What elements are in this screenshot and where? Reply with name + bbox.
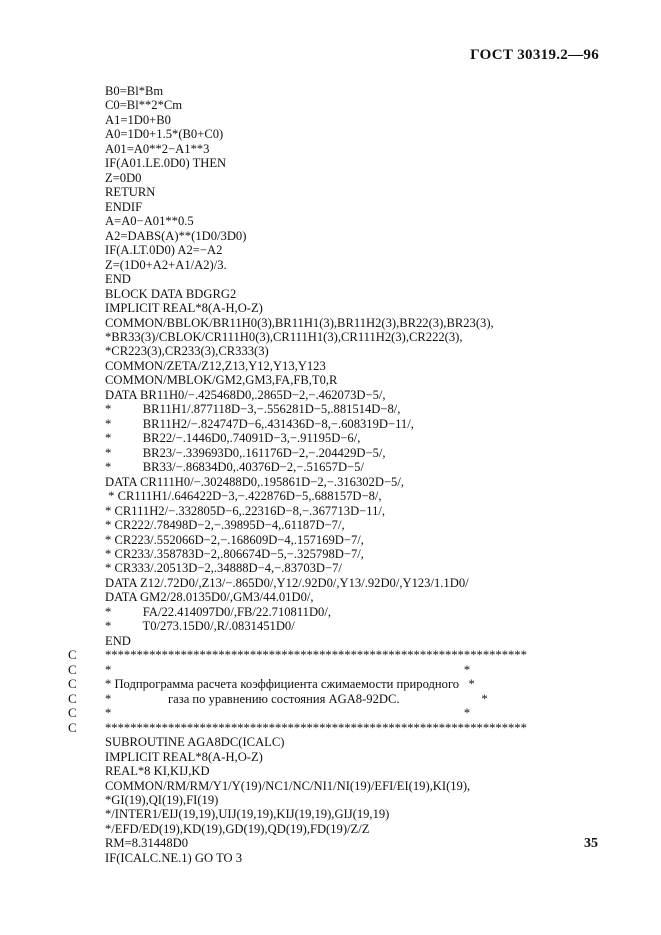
code-text: * CR333/.20513D−2,.34888D−4,−.83703D−7/ [105,561,342,576]
code-line [0,706,661,720]
code-line [0,475,661,489]
code-text: END [105,272,131,287]
code-text: BLOCK DATA BDGRG2 [105,286,237,301]
code-line [0,330,661,344]
code-line [0,359,661,373]
code-line [0,576,661,590]
code-line [0,750,661,764]
code-line [0,272,661,286]
code-line [0,373,661,387]
code-text: ENDIF [105,199,143,214]
code-text: ******************************************************************* [105,648,527,663]
code-text: IF(A.LT.0D0) A2=−A2 [105,243,223,258]
comment-marker: C [68,676,77,692]
code-line [0,851,661,865]
code-text: REAL*8 KI,KIJ,KD [105,764,210,779]
code-line [0,619,661,633]
code-text: END [105,633,131,648]
code-line [0,344,661,358]
code-line [0,171,661,185]
code-text: IMPLICIT REAL*8(A-H,O-Z) [105,301,263,316]
code-line [0,142,661,156]
code-text: A01=A0**2−A1**3 [105,141,210,156]
code-text: COMMON/ZETA/Z12,Z13,Y12,Y13,Y123 [105,358,326,373]
code-text: C0=Bl**2*Cm [105,98,183,113]
code-text: DATA Z12/.72D0/,Z13/−.865D0/,Y12/.92D0/,Y13/.92D0/,Y123/1.1D0/ [105,575,469,590]
code-line [0,402,661,416]
code-listing [0,84,661,865]
code-text: B0=Bl*Bm [105,84,164,98]
code-text: * CR111H1/.646422D−3,−.422876D−5,.688157D−8/, [105,489,382,504]
code-text: */INTER1/EIJ(19,19),UIJ(19,19),KIJ(19,19),GIJ(19,19) [105,807,390,822]
code-line [0,561,661,575]
code-line [0,533,661,547]
code-line [0,692,661,706]
code-line [0,185,661,199]
code-line [0,648,661,662]
code-line [0,634,661,648]
code-text: COMMON/MBLOK/GM2,GM3,FA,FB,T0,R [105,373,338,388]
code-text: *GI(19),QI(19),FI(19) [105,792,219,807]
code-text: * газа по уравнению состояния AGA8-92DC. * [105,691,488,706]
code-text: IF(ICALC.NE.1) GO TO 3 [105,850,243,865]
code-line [0,460,661,474]
code-text: *CR223(3),CR233(3),CR333(3) [105,344,269,359]
document-header: ГОСТ 30319.2—96 [470,47,599,63]
code-line [0,590,661,604]
code-text: DATA BR11H0/−.425468D0,.2865D−2,−.462073D−5/, [105,387,386,402]
code-line [0,547,661,561]
code-line [0,446,661,460]
code-text: * BR11H1/.877118D−3,−.556281D−5,.881514D−8/, [105,402,401,417]
code-line [0,489,661,503]
code-line [0,822,661,836]
code-text: * BR23/−.339693D0,.161176D−2,−.204429D−5/, [105,445,386,460]
code-line [0,663,661,677]
code-line [0,156,661,170]
code-text: * * [105,706,471,721]
comment-marker: C [68,690,77,706]
comment-marker: C [68,719,77,735]
code-text: * BR11H2/−.824747D−6,.431436D−8,−.608319D−11/, [105,416,414,431]
code-text: Z=0D0 [105,170,142,185]
code-line [0,214,661,228]
code-text: * CR111H2/−.332805D−6,.22316D−8,−.367713D−11/, [105,503,386,518]
code-text: COMMON/RM/RM/Y1/Y(19)/NC1/NC/NI1/NI(19)/EFI/EI(19),KI(19), [105,778,471,793]
code-text: * Подпрограмма расчета коэффициента сжимаемости природного * [105,677,475,692]
code-line [0,721,661,735]
code-line [0,287,661,301]
code-text: A0=1D0+1.5*(B0+C0) [105,127,224,142]
code-text: IF(A01.LE.0D0) THEN [105,156,227,171]
code-text: *BR33(3)/CBLOK/CR111H0(3),CR111H1(3),CR111H2(3),CR222(3), [105,329,463,344]
code-line [0,243,661,257]
code-text: IMPLICIT REAL*8(A-H,O-Z) [105,749,263,764]
code-text: COMMON/BBLOK/BR11H0(3),BR11H1(3),BR11H2(3),BR22(3),BR23(3), [105,315,494,330]
code-line [0,735,661,749]
code-text: A1=1D0+B0 [105,112,171,127]
code-text: * FA/22.414097D0/,FB/22.710811D0/, [105,604,332,619]
code-text: * * [105,662,471,677]
code-line [0,127,661,141]
code-line [0,84,661,98]
comment-marker: C [68,705,77,721]
code-line [0,504,661,518]
code-line [0,388,661,402]
code-line [0,793,661,807]
code-text: * CR222/.78498D−2,−.39895D−4,.61187D−7/, [105,518,345,533]
code-line [0,677,661,691]
code-line [0,779,661,793]
code-line [0,417,661,431]
code-text: DATA GM2/28.0135D0/,GM3/44.01D0/, [105,590,314,605]
code-text: */EFD/ED(19),KD(19),GD(19),QD(19),FD(19)/Z/Z [105,821,370,836]
comment-marker: C [68,647,77,663]
code-line [0,316,661,330]
code-text: RETURN [105,185,156,200]
code-line [0,229,661,243]
page-number: 35 [584,836,598,851]
code-line [0,605,661,619]
code-line [0,200,661,214]
code-line [0,113,661,127]
code-text: * T0/273.15D0/,R/.0831451D0/ [105,619,295,634]
code-line [0,764,661,778]
code-text: * CR233/.358783D−2,.806674D−5,−.325798D−7/, [105,547,364,561]
code-text: SUBROUTINE AGA8DC(ICALC) [105,735,285,750]
code-line [0,431,661,445]
code-line [0,98,661,112]
code-text: * CR223/.552066D−2,−.168609D−4,.157169D−7/, [105,532,364,547]
code-text: RM=8.31448D0 [105,836,189,851]
code-line [0,301,661,315]
code-text: DATA CR111H0/−.302488D0,.195861D−2,−.316302D−5/, [105,474,404,489]
code-line [0,258,661,272]
code-text: A2=DABS(A)**(1D0/3D0) [105,228,247,243]
code-text: * BR33/−.86834D0,.40376D−2,−.51657D−5/ [105,460,364,475]
code-text: A=A0−A01**0.5 [105,214,194,229]
code-line [0,518,661,532]
code-text: * BR22/−.1446D0,.74091D−3,−.91195D−6/, [105,431,361,446]
code-line [0,807,661,821]
code-text: ******************************************************************* [105,720,527,735]
comment-marker: C [68,661,77,677]
code-text: Z=(1D0+A2+A1/A2)/3. [105,257,227,272]
code-line [0,836,661,850]
